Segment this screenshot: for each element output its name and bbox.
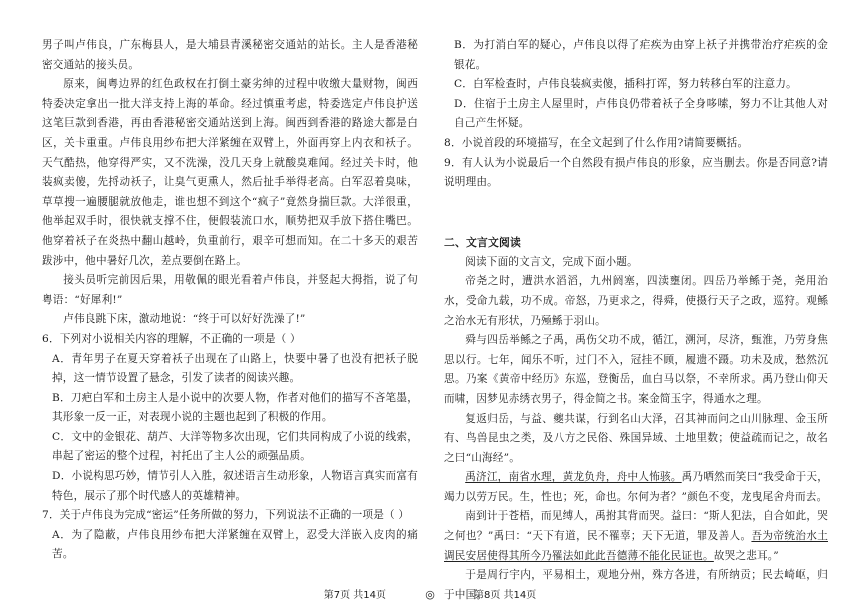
answer-space xyxy=(444,193,828,233)
classical-paragraph-3: 复返归岳，与益、夔共谋，行到名山大泽，召其神而问之山川脉理、金玉所有、鸟兽昆虫之类，及八方之民俗、殊国异域、土地里数；使益疏而记之，故名之曰“山海经”。 xyxy=(444,412,828,464)
classical-paragraph-4-rest: 禹乃哂然而笑曰“我受命于天，竭力以劳万民。生，性也；死，命也。尔何为者？”颜色不变，龙曳尾舍舟而去。 xyxy=(444,471,828,503)
story-paragraph-3: 接头员听完前因后果，用敬佩的眼光看着卢伟良，并竖起大拇指，说了句粤语：“好犀利!” xyxy=(42,274,418,306)
story-paragraph-4: 卢伟良跳下床，激动地说：“终于可以好好洗澡了!” xyxy=(63,313,306,326)
question-6: 6．下列对小说相关内容的理解，不正确的一项是（ ） xyxy=(42,332,301,345)
binding-circle-icon: ◎ xyxy=(425,588,435,601)
classical-paragraph-4 xyxy=(444,468,828,507)
left-page-number: 第7页 共14页 xyxy=(323,590,386,601)
right-page-number: 第8页 共14页 xyxy=(473,590,537,601)
question-7-option-a: A．为了隐蔽，卢伟良用纱布把大洋紧缠在双臂上，忍受大洋嵌入皮肉的痛苦。 xyxy=(52,528,418,561)
question-7-option-d: D．住宿于土房主人屋里时，卢伟良仍带着袄子全身哆嗦，努力不让其他人对自己产生怀疑。 xyxy=(454,97,828,130)
classical-paragraph-5 xyxy=(444,507,828,566)
question-7: 7．关于卢伟良为完成“密运”任务所做的努力，下列说法不正确的一项是（ ） xyxy=(42,509,410,522)
underlined-sentence-1: 禹济江，南省水理，黄龙负舟，舟中人怖骇。 xyxy=(465,471,682,484)
classical-paragraph-1: 帝尧之时，遭洪水滔滔，九州阏塞，四渎壅闭。四岳乃举鲧于尧，尧用治水，受命九载，功不成。帝怒，乃更求之，得舜，使摄行天子之政，巡狩。观鲧之治水无有形状，乃殛鲧于羽山。 xyxy=(444,275,828,327)
question-9: 9．有人认为小说最后一个自然段有损卢伟良的形象，应当删去。你是否同意?请说明理由。 xyxy=(444,156,828,189)
classical-paragraph-2: 舜与四岳举鲧之子禹，禹伤父功不成，循江，溯河，尽济，甄淮，乃劳身焦思以行。七年，闻乐不听，过门不入，冠挂不顾，履遗不蹑。功未及成，愁然沉思。乃案《黄帝中经历》东巡，登衡岳，血白马以祭，不幸所求。禹乃登山仰天而啸，因梦见赤绣衣男子，得金简之书。案金简玉字，得通水之理。 xyxy=(444,334,828,405)
classical-paragraph-5-start: 南到计于苍梧，而见缚人，禹拊其背而哭。益曰：“斯人犯法，自合如此，哭之何也？”禹曰：“天下有道，民不罹辜；天下无道，罪及善人。 xyxy=(444,510,828,543)
question-6-option-a: A．青年男子在夏天穿着袄子出现在了山路上，快要中暑了也没有把袄子脱掉，这一情节设置了悬念，引发了读者的阅读兴趣。 xyxy=(52,352,418,385)
story-paragraph-2: 原来，闽粤边界的红色政权在打倒土豪劣绅的过程中收缴大量财物，闽西特委决定拿出一批大洋支持上海的革命。经过慎重考虑，特委选定卢伟良护送这笔巨款到香港，再由香港秘密交通站送到上海。闽西到香港的路途大都是白区，关卡重重。卢伟良用纱布把大洋紧缠在双臂上，外面再穿上内衣和袄子。天气酷热，他穿得严实，又不洗澡，没几天身上就酸臭难闻。经过关卡时，他装疯卖傻，先捋动袄子，让臭气更熏人，然后扯手举得老高。白军忍着臭味，草草搜一遍腰腿就放他走，谁也想不到这个“疯子”竟然身揣巨款。大洋很重，他举起双手时，很快就支撑不住，便假装流口水，顺势把双手放下搭住嘴巴。他穿着袄子在炎热中翻山越岭，负重前行，艰辛可想而知。在二十多天的艰苦跋涉中，他中暑好几次，差点要倒在路上。 xyxy=(42,78,418,267)
section-heading: 二、文言文阅读 xyxy=(444,235,521,249)
question-7-option-c: C．白军检查时，卢伟良装疯卖傻，插科打诨，努力转移白军的注意力。 xyxy=(454,78,797,91)
classical-paragraph-6: 于是周行宇内，平易相土，观地分州，殊方各进，有所纳贡；民去崎岖，归于中国。 xyxy=(444,569,828,601)
question-7-option-b: B．为打消白军的疑心，卢伟良以得了疟疾为由穿上袄子并携带治疗疟疾的金银花。 xyxy=(454,39,828,71)
question-6-option-d: D．小说构思巧妙，情节引人入胜，叙述语言生动形象，人物语言真实而富有特色，展示了那个时代感人的英雄精神。 xyxy=(52,470,418,502)
page-footer xyxy=(0,586,860,601)
right-page xyxy=(430,0,860,607)
question-8: 8．小说首段的环境描写，在全文起到了什么作用?请简要概括。 xyxy=(444,136,749,149)
classical-paragraph-5-end: 故哭之悲耳。” xyxy=(713,549,779,562)
question-6-option-c: C．文中的金银花、葫芦、大洋等物多次出现，它们共同构成了小说的线索，串起了密运的整个过程，衬托出了主人公的顽强品质。 xyxy=(52,430,418,463)
section-intro: 阅读下面的文言文，完成下面小题。 xyxy=(465,255,638,268)
underlined-sentence-2: 吾为帝统治水土调民安居使得其所今乃罹法如此此吾德薄不能化民证也。 xyxy=(444,530,828,562)
question-6-option-b: B．刀疤白军和土房主人是小说中的次要人物，作者对他们的描写不吝笔墨，其形象一反一正，对表现小说的主题也起到了积极的作用。 xyxy=(52,391,418,424)
story-paragraph-1: 男子叫卢伟良，广东梅县人，是大埔县青溪秘密交通站的站长。主人是香港秘密交通站的接头员。 xyxy=(42,39,418,71)
